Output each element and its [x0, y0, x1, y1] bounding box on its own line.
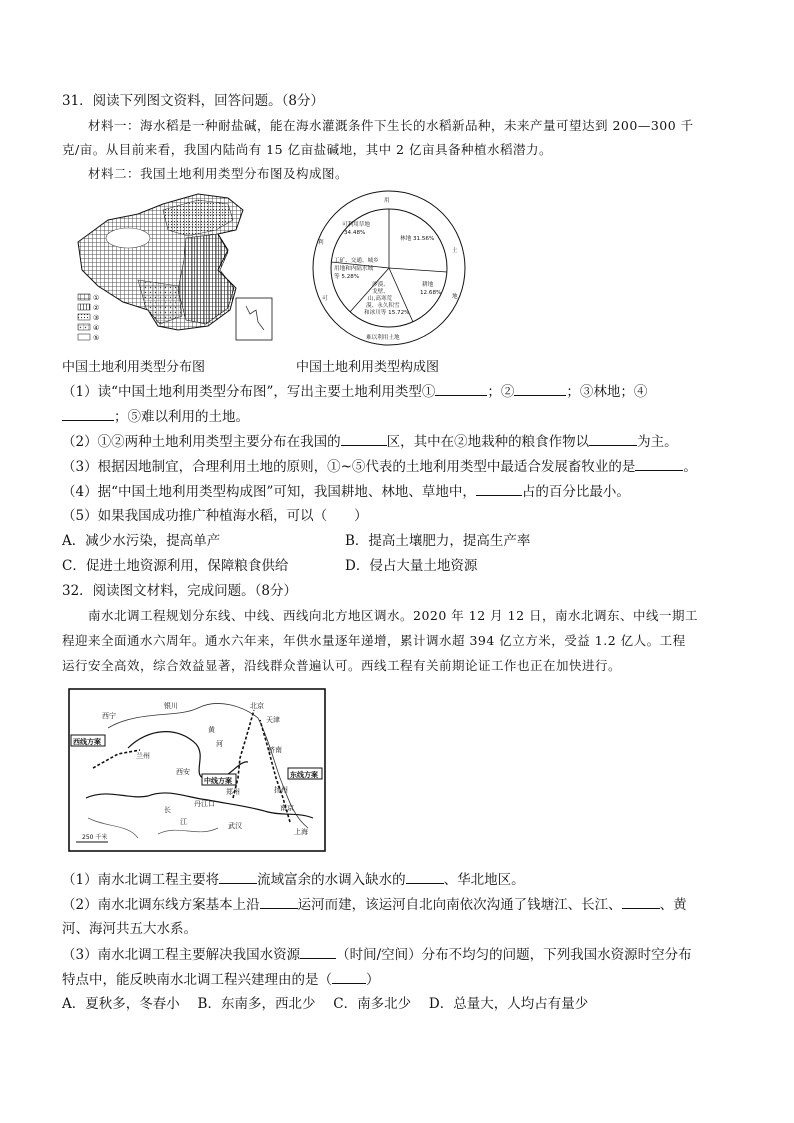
map-scale: 250 千米 — [82, 834, 108, 841]
q31-q1-line1 — [62, 382, 742, 401]
map-label-chang: 长 — [164, 806, 171, 814]
seg-unused-4: 漠、永久积雪 — [366, 303, 400, 309]
seg-unused-3: 山,高寒荒 — [368, 296, 393, 302]
map-label-yangzhou: 扬州 — [274, 786, 288, 794]
seg-other-1: 工矿、交通、城乡 — [334, 258, 379, 264]
answer-blank-q32-3-2[interactable] — [332, 970, 366, 984]
q31-q5: （5）如果我国成功推广种植海水稻，可以（ ） — [62, 508, 368, 524]
map-label-east-route: 东线方案 — [290, 771, 318, 779]
q32-q2-text-b: 运河而建，该运河自北向南依次沟通了钱塘江、长江、 — [297, 897, 622, 913]
ring-char-1: 用 — [384, 198, 390, 204]
q32-para-line3: 运行安全高效，综合效益显著，沿线群众普遍认可。西线工程有关前期论证工作也正在加快进行。 — [62, 658, 622, 673]
ring-char-2: 土 — [452, 248, 458, 254]
q32-q3-options[interactable]: A．夏秋多，冬春小 B．东南多，西北少 C．南多北少 D．总量大，人均占有量少 — [62, 996, 589, 1012]
q32-q2-line2: 河、海河共五大水系。 — [62, 921, 197, 937]
q31-material1-line2: 克/亩。从目前来看，我国内陆尚有 15 亿亩盐碱地，其中 2 亿亩具备种植水稻潜力。 — [62, 142, 552, 157]
q31-option-c[interactable]: C．促进土地资源利用，保障粮食供给 — [62, 558, 289, 574]
q31-q4-text-a: （4）据“中国土地利用类型构成图”可知，我国耕地、林地、草地中， — [62, 484, 476, 500]
q32-q2-text-c: 、黄 — [659, 897, 687, 913]
map-label-danjiangkou: 丹江口 — [194, 800, 215, 808]
q32-para-line1: 南水北调工程规划分东线、中线、西线向北方地区调水。2020 年 12 月 12 日，南水北调东、中线一期工 — [88, 608, 698, 623]
answer-blank-q32-2-1[interactable] — [260, 895, 298, 909]
caption-pie: 中国土地利用类型构成图 — [296, 360, 440, 375]
water-diversion-map — [68, 688, 326, 852]
q31-q4-text-b: 占的百分比最小。 — [521, 484, 630, 500]
ring-label-unused: 难以利用土地 — [366, 335, 400, 341]
q31-q2-text-b: 区，其中在②地栽种的粮食作物以 — [386, 434, 590, 450]
q31-q3-text-a: （3）根据因地制宜，合理利用土地的原则，①~⑤代表的土地利用类型中最适合发展畜牧业的是 — [62, 459, 636, 475]
q32-q3-text-a: （3）南水北调工程主要解决我国水资源 — [62, 947, 301, 963]
q31-q3-text-b: 。 — [683, 459, 697, 475]
q31-option-a[interactable]: A．减少水污染，提高单产 — [62, 533, 221, 549]
q32-q3-line2 — [62, 970, 742, 989]
map-label-lanzhou: 兰州 — [136, 752, 150, 760]
answer-blank-q32-1-1[interactable] — [219, 870, 257, 884]
q31-q2 — [62, 432, 742, 451]
ring-char-3: 地 — [452, 294, 458, 300]
legend-1: ① — [93, 294, 100, 302]
answer-blank-q31-2-2[interactable] — [589, 432, 637, 446]
seg-other-3: 等 5.28% — [334, 274, 360, 280]
answer-blank-q31-2-1[interactable] — [341, 432, 387, 446]
q31-q4 — [62, 482, 742, 501]
q31-q1-text-b: ；② — [487, 384, 515, 400]
q31-option-d[interactable]: D．侵占大量土地资源 — [345, 558, 478, 574]
seg-unused-5: 和冰川等 15.72% — [364, 310, 410, 316]
ring-char-4: 利 — [318, 240, 324, 246]
map-label-river: 河 — [216, 740, 223, 748]
q32-q3-text-b: （时间/空间）分布不均匀的问题，下列我国水资源时空分布 — [336, 947, 692, 963]
seg-forest: 林地 31.56% — [400, 236, 435, 242]
map-label-shanghai: 上海 — [294, 828, 308, 836]
map-label-xian: 西安 — [176, 768, 190, 776]
q32-q1-text-a: （1）南水北调工程主要将 — [62, 872, 220, 888]
answer-blank-q32-2-2[interactable] — [622, 895, 660, 909]
q31-q2-text-a: （2）①②两种土地利用类型主要分布在我国的 — [62, 434, 341, 450]
q31-q1-text-a: （1）读“中国土地利用类型分布图”，写出主要土地利用类型① — [62, 384, 436, 400]
answer-blank-q31-1-1[interactable] — [435, 382, 487, 396]
q32-q1-text-c: 、华北地区。 — [443, 872, 525, 888]
q31-q1-text-d: ；⑤难以利用的土地。 — [114, 409, 249, 425]
seg-grass-value: 34.48% — [344, 230, 366, 236]
land-use-pie — [310, 188, 468, 348]
q32-q1-text-b: 流域富余的水调入缺水的 — [257, 872, 406, 888]
q32-q2-text-a: （2）南水北调东线方案基本上沿 — [62, 897, 260, 913]
map-label-wuhan: 武汉 — [228, 822, 242, 830]
q31-option-b[interactable]: B．提高土壤肥力，提高生产率 — [345, 533, 531, 549]
q31-q2-text-c: 为主。 — [637, 434, 678, 450]
q32-para-line2: 程迎来全面通水六周年。通水六年来，年供水量逐年递增，累计调水超 394 亿立方米，受益 1.2 亿人。工程 — [62, 633, 686, 648]
seg-other-2: 用地和内陆水域 — [334, 266, 374, 272]
seg-unused-1: 沙漠、 — [372, 282, 389, 288]
seg-grass-name: 可利用草地 — [342, 222, 370, 228]
q32-q2-line1 — [62, 895, 742, 914]
q32-q1 — [62, 870, 742, 889]
q31-material1-line1: 材料一：海水稻是一种耐盐碱，能在海水灌溉条件下生长的水稻新品种，未来产量可望达到 200—300 千 — [88, 118, 694, 133]
q32-q3-line1 — [62, 945, 742, 964]
map-label-middle-route: 中线方案 — [204, 777, 232, 785]
q31-q3 — [62, 457, 742, 476]
answer-blank-q32-3-1[interactable] — [300, 945, 336, 959]
seg-unused-2: 戈壁、 — [372, 289, 389, 295]
map-label-beijing: 北京 — [250, 702, 264, 710]
caption-map: 中国土地利用类型分布图 — [62, 360, 206, 375]
answer-blank-q31-1-2[interactable] — [514, 382, 566, 396]
legend-3: ③ — [93, 314, 100, 322]
answer-blank-q31-1-4[interactable] — [62, 407, 114, 421]
map-label-west-route: 西线方案 — [73, 738, 101, 746]
map-label-xining: 西宁 — [102, 712, 116, 720]
map-label-jinan: 济南 — [268, 746, 282, 754]
q31-title: 31．阅读下列图文资料，回答问题。（8分） — [62, 93, 325, 109]
answer-blank-q31-3[interactable] — [635, 457, 683, 471]
map-label-yellow: 黄 — [208, 726, 215, 734]
seg-farm-value: 12.68% — [420, 290, 442, 296]
ring-char-5: 可 — [322, 296, 328, 302]
map-label-yinchuan: 银川 — [164, 702, 178, 710]
answer-blank-q31-4[interactable] — [476, 482, 522, 496]
map-label-jiang: 江 — [180, 818, 187, 826]
q32-q3-text-d: ） — [366, 972, 380, 988]
map-label-tianjin: 天津 — [266, 716, 280, 724]
q32-q3-text-c: 特点中，能反映南水北调工程兴建理由的是（ — [62, 972, 332, 988]
q31-q1-text-c: ；③林地；④ — [566, 384, 648, 400]
legend-2: ② — [93, 304, 100, 312]
answer-blank-q32-1-2[interactable] — [406, 870, 444, 884]
map-label-nanjing: 南京 — [280, 804, 294, 812]
q32-title: 32．阅读图文材料，完成问题。（8分） — [62, 583, 298, 599]
map-label-zhengzhou: 郑州 — [226, 788, 240, 796]
q31-material2: 材料二：我国土地利用类型分布图及构成图。 — [88, 166, 349, 181]
land-use-map — [68, 190, 278, 345]
q31-q1-line2 — [62, 407, 742, 426]
seg-farm-name: 耕地 — [422, 282, 434, 288]
legend-5: ⑤ — [93, 334, 100, 342]
legend-4: ④ — [93, 324, 100, 332]
